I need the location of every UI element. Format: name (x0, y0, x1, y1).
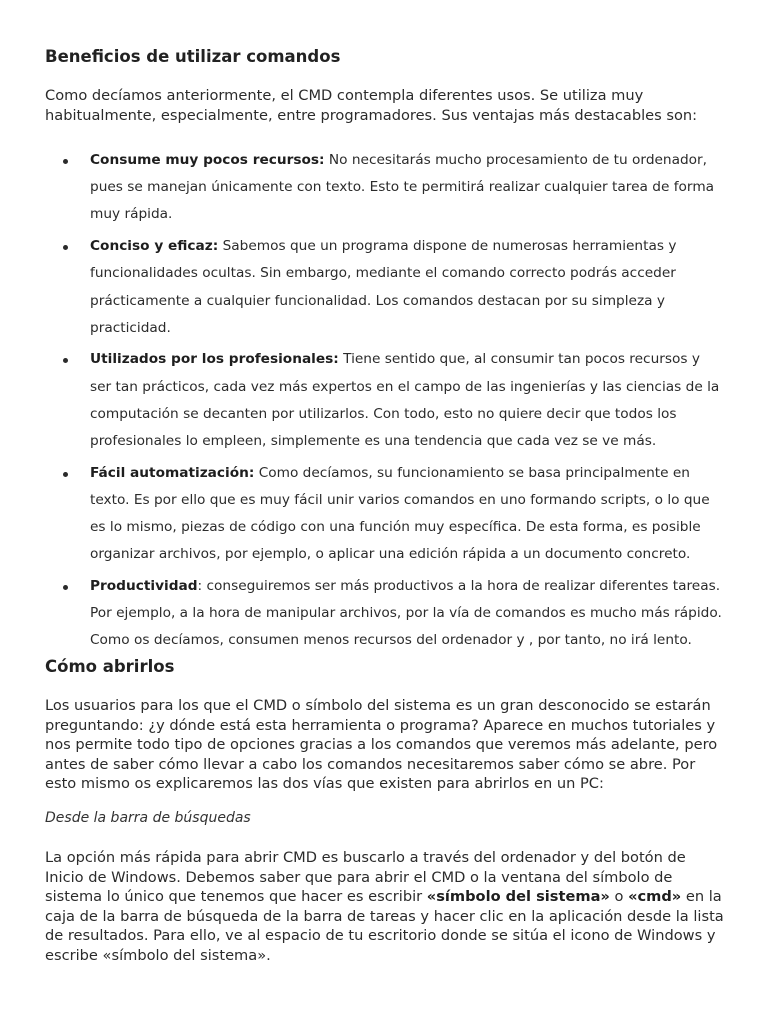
bullet-icon (63, 585, 68, 590)
section-heading-abrirlos: Cómo abrirlos (45, 657, 175, 676)
opcion-bold-2: «cmd» (628, 888, 682, 905)
benefit-text: No necesitarás mucho procesamiento de tu ordenador, pues se manejan únicamente con texto. Esto te permitirá realizar cualquier tarea de forma muy rápida. (90, 152, 715, 223)
opcion-text-1: La opción más rápida para abrir CMD es buscarlo a través del ordenador y del botón de Inicio de Windows. Debemos saber que para abrir el CMD o la ventana del símbolo de sistema lo único que tenemos que hacer es escribir (45, 849, 686, 905)
benefit-text: Sabemos que un programa dispone de numerosas herramientas y funcionalidades ocultas. Sin embargo, mediante el comando correcto podrás acceder prácticamente a cualquier funcionalidad. Los comandos destacan por su simpleza y practicidad. (90, 238, 677, 336)
benefit-term: Utilizados por los profesionales: (90, 351, 339, 368)
list-item (45, 233, 725, 342)
opcion-text-3: en la caja de la barra de búsqueda de la barra de tareas y hacer clic en la aplicación desde la lista de resultados. Para ello, ve al espacio de tu escritorio donde se sitúa el icono de Windows y escribe «símbolo del sistema». (45, 888, 724, 964)
abrirlos-paragraph: Los usuarios para los que el CMD o símbolo del sistema es un gran desconocido se estarán preguntando: ¿y dónde está esta herramienta o programa? Aparece en muchos tutoriales y nos permite todo tipo de opciones gracias a los comandos que veremos más adelante, pero antes de saber cómo llevar a cabo los comandos necesitaremos saber cómo se abre. Por esto mismo os explicaremos las dos vías que existen para abrirlos en un PC: (45, 697, 718, 792)
benefit-term: Conciso y eficaz: (90, 238, 219, 255)
list-item (45, 573, 725, 655)
bullet-icon (63, 472, 68, 477)
opcion-bold-1: «símbolo del sistema» (426, 888, 610, 905)
benefit-term: Productividad (90, 578, 198, 595)
list-item (45, 346, 725, 455)
bullet-icon (63, 159, 68, 164)
benefits-list (45, 147, 725, 659)
section-heading-beneficios: Beneficios de utilizar comandos (45, 47, 341, 66)
opcion-text-2: o (609, 888, 629, 905)
benefit-text: Tiene sentido que, al consumir tan pocos recursos y ser tan prácticos, cada vez más expertos en el campo de las ingenierías y las ciencias de la computación se decanten por utilizarlos. Con todo, esto no quiere decir que todos los profesionales lo empleen, simplemente es una tendencia que cada vez se ve más. (90, 351, 720, 450)
benefit-text: Como decíamos, su funcionamiento se basa principalmente en texto. Es por ello que es muy fácil unir varios comandos en uno formando scripts, o lo que es lo mismo, piezas de código con una función muy específica. De esta forma, es posible organizar archivos, por ejemplo, o aplicar una edición rápida a un documento concreto. (90, 464, 710, 563)
benefit-term: Fácil automatización: (90, 464, 255, 481)
subheading-busquedas: Desde la barra de búsquedas (45, 810, 251, 826)
bullet-icon (63, 245, 68, 250)
bullet-icon (63, 358, 68, 363)
benefit-term: Consume muy pocos recursos: (90, 152, 325, 168)
opcion-paragraph (45, 848, 725, 965)
list-item (45, 460, 725, 569)
intro-paragraph: Como decíamos anteriormente, el CMD contempla diferentes usos. Se utiliza muy habitualmente, especialmente, entre programadores. Sus ventajas más destacables son: (45, 87, 698, 124)
benefit-text: : conseguiremos ser más productivos a la hora de realizar diferentes tareas. Por ejemplo, a la hora de manipular archivos, por la vía de comandos es mucho más rápido. Como os decíamos, consumen menos recursos del ordenador y , por tanto, no irá lento. (90, 578, 722, 649)
list-item (45, 147, 725, 229)
